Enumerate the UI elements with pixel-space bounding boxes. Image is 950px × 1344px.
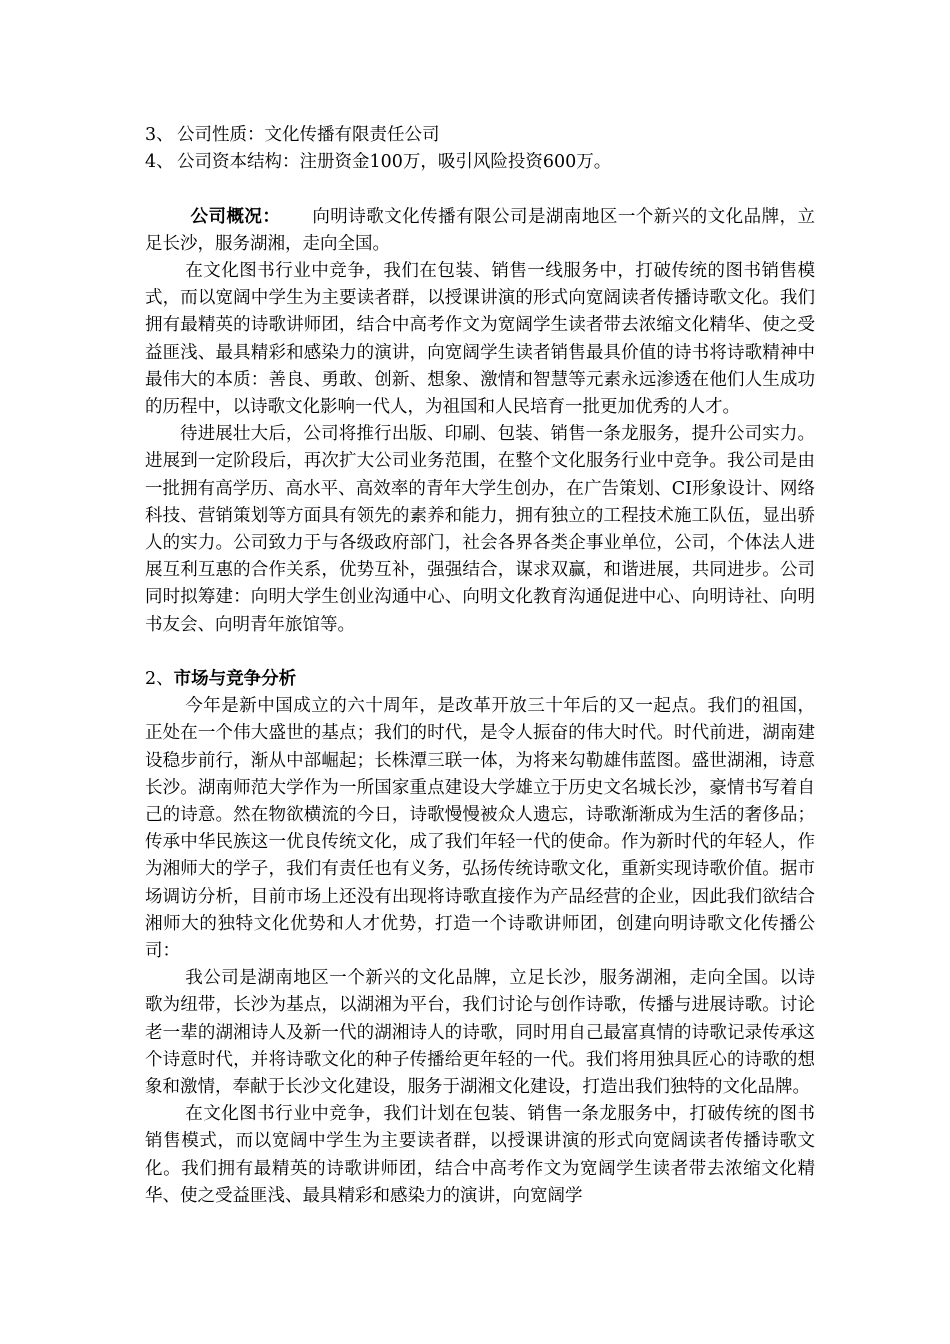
list-item-text: 公司性质：文化传播有限责任公司 [177, 125, 440, 145]
list-item-number: 3、 [145, 125, 174, 145]
section-heading [145, 666, 815, 693]
body-paragraph: 今年是新中国成立的六十周年，是改革开放三十年后的又一起点。我们的祖国，正处在一个伟大盛世的基点；我们的时代，是令人振奋的伟大时代。时代前进，湖南建设稳步前行，渐从中部崛起；长株潭三联一体，为将来勾勒雄伟蓝图。盛世湖湘，诗意长沙。湖南师范大学作为一所国家重点建设大学雄立于历史文名城长沙，豪情书写着自己的诗意。然在物欲横流的今日，诗歌慢慢被众人遗忘，诗歌渐渐成为生活的奢侈品；传承中华民族这一优良传统文化，成了我们年轻一代的使命。作为新时代的年轻人，作为湘师大的学子，我们有责任也有义务，弘扬传统诗歌文化，重新实现诗歌价值。据市场调访分析，目前市场上还没有出现将诗歌直接作为产品经营的企业，因此我们欲结合湘师大的独特文化优势和人才优势，打造一个诗歌讲师团，创建向明诗歌文化传播公司： [145, 696, 815, 962]
blank-line [145, 639, 815, 666]
body-paragraph: 我公司是湖南地区一个新兴的文化品牌，立足长沙，服务湖湘，走向全国。以诗歌为纽带，长沙为基点，以湖湘为平台，我们讨论与创作诗歌，传播与进展诗歌。讨论老一辈的湖湘诗人及新一代的湖湘诗人的诗歌，同时用自己最富真情的诗歌记录传承这个诗意时代，并将诗歌文化的种子传播给更年轻的一代。我们将用独具匠心的诗歌的想象和激情，奉献于长沙文化建设，服务于湖湘文化建设，打造出我们独特的文化品牌。 [145, 968, 815, 1098]
list-item-number: 4、 [145, 152, 174, 173]
company-overview-label: 公司概况： [190, 206, 281, 227]
section-title: 市场与竞争分析 [173, 669, 297, 690]
body-paragraph: 在文化图书行业中竞争，我们计划在包装、销售一条龙服务中，打破传统的图书销售模式，而以宽阔中学生为主要读者群，以授课讲演的形式向宽阔读者传播诗歌文化。我们拥有最精英的诗歌讲师团，结合中高考作文为宽阔学生读者带去浓缩文化精华、使之受益匪浅、最具精彩和感染力的演讲，向宽阔学 [145, 1104, 815, 1206]
section-number: 2、 [145, 669, 174, 690]
company-overview-paragraph [145, 204, 815, 258]
company-overview-text: 向明诗歌文化传播有限公司是湖南地区一个新兴的文化品牌，立足长沙，服务湖湘，走向全国。 [145, 206, 816, 254]
list-item [145, 149, 815, 176]
body-paragraph: 在文化图书行业中竞争，我们在包装、销售一线服务中，打破传统的图书销售模式，而以宽阔中学生为主要读者群，以授课讲演的形式向宽阔读者传播诗歌文化。我们拥有最精英的诗歌讲师团，结合中高考作文为宽阔学生读者带去浓缩文化精华、使之受益匪浅、最具精彩和感染力的演讲，向宽阔学生读者销售最具价值的诗书将诗歌精神中最伟大的本质：善良、勇敢、创新、想象、激情和智慧等元素永远渗透在他们人生成功的历程中，以诗歌文化影响一代人，为祖国和人民培育一批更加优秀的人才。 [145, 261, 815, 418]
list-item-text: 公司资本结构：注册资金100万，吸引风险投资600万。 [177, 152, 612, 173]
document-body [145, 122, 815, 1210]
list-item [145, 122, 815, 149]
body-paragraph: 待进展壮大后，公司将推行出版、印刷、包装、销售一条龙服务，提升公司实力。进展到一定阶段后，再次扩大公司业务范围，在整个文化服务行业中竞争。我公司是由一批拥有高学历、高水平、高效率的青年大学生创办，在广告策划、CI形象设计、网络科技、营销策划等方面具有领先的素养和能力，拥有独立的工程技术施工队伍，显出骄人的实力。公司致力于与各级政府部门，社会各界各类企事业单位，公司，个体法人进展互利互惠的合作关系，优势互补，强强结合，谋求双赢，和谐进展，共同进步。公司同时拟筹建：向明大学生创业沟通中心、向明文化教育沟通促进中心、向明诗社、向明书友会、向明青年旅馆等。 [145, 424, 815, 635]
blank-line [145, 176, 815, 203]
